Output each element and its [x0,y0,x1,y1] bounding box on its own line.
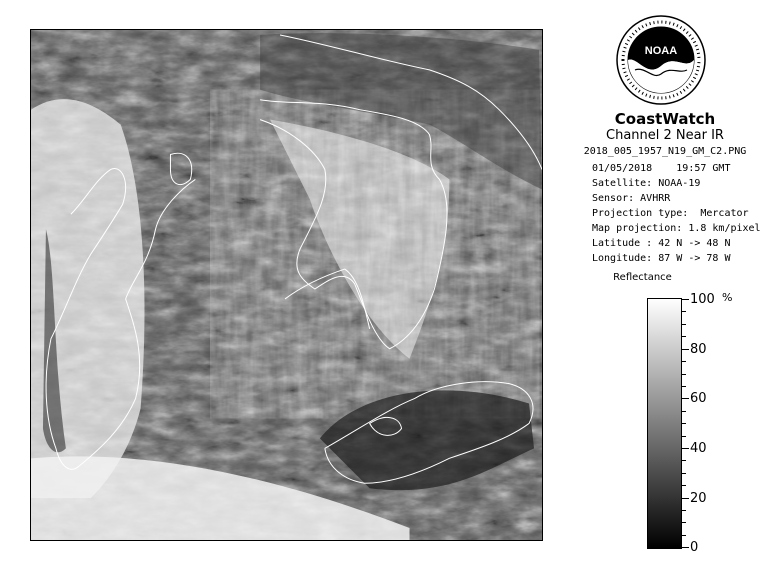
tick-minor [682,324,686,325]
satellite-info: Satellite: NOAA-19 [592,178,701,189]
satellite-image [30,29,543,541]
tick-minor [682,485,686,486]
acquisition-datetime: 01/05/2018 19:57 GMT [592,163,731,174]
tick-minor [682,460,686,461]
projection-type: Projection type: Mercator [592,208,749,219]
tick-minor [682,311,686,312]
tick-40 [682,448,689,449]
sensor-info: Sensor: AVHRR [592,193,671,204]
latitude-range: Latitude : 42 N -> 48 N [592,238,731,249]
tick-60 [682,398,689,399]
reflectance-colorbar [647,298,682,549]
tick-minor [682,535,686,536]
legend-unit: % [722,291,733,304]
tick-minor [682,386,686,387]
image-filename: 2018_005_1957_N19_GM_C2.PNG [583,146,747,157]
tick-label-80: 80 [690,342,707,357]
legend-title: Reflectance [613,272,672,283]
tick-20 [682,498,689,499]
tick-minor [682,436,686,437]
satellite-map-svg [31,30,542,540]
tick-minor [682,361,686,362]
longitude-range: Longitude: 87 W -> 78 W [592,253,731,264]
tick-minor [682,336,686,337]
tick-label-0: 0 [690,540,699,555]
tick-minor [682,411,686,412]
map-projection: Map projection: 1.8 km/pixel [592,223,761,234]
tick-minor [682,423,686,424]
tick-label-60: 60 [690,391,707,406]
tick-label-100: 100 [690,292,715,307]
tick-0 [682,547,689,548]
tick-minor [682,510,686,511]
noaa-logo [615,14,707,106]
tick-minor [682,522,686,523]
tick-minor [682,374,686,375]
product-title: CoastWatch [614,110,716,128]
tick-100 [682,299,689,300]
tick-label-40: 40 [690,441,707,456]
tick-80 [682,349,689,350]
logo-wordmark: NOAA [644,45,678,57]
tick-minor [682,473,686,474]
channel-subtitle: Channel 2 Near IR [606,128,724,143]
tick-label-20: 20 [690,491,707,506]
